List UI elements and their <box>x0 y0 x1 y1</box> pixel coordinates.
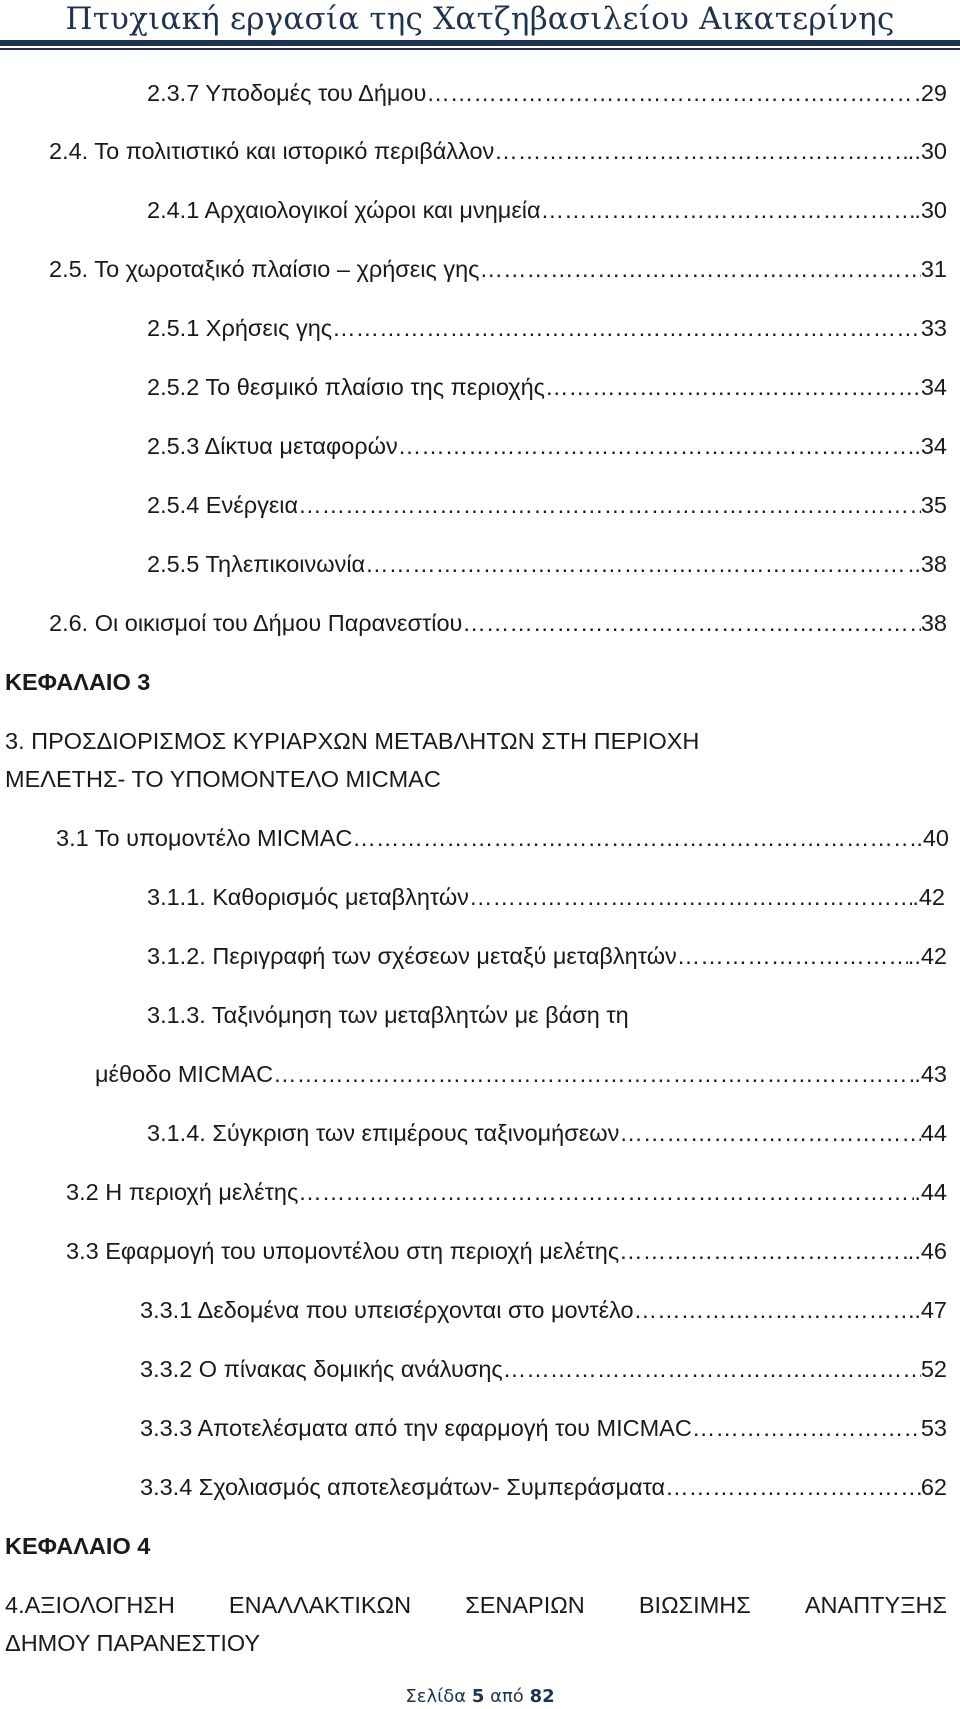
toc-entry-2-5[interactable] <box>49 252 947 286</box>
footer-total-pages: 82 <box>529 1686 555 1707</box>
toc-entry-title: 3.1 Το υπομοντέλο MICMAC <box>56 825 353 851</box>
toc-entry-3-3[interactable] <box>66 1234 947 1268</box>
chapter-4-title-line2[interactable]: ΔΗΜΟΥ ΠΑΡΑΝΕΣΤΙΟΥ <box>5 1630 261 1656</box>
toc-entry-2-5-5[interactable] <box>147 547 947 581</box>
chapter-4-title-line1[interactable] <box>5 1588 947 1622</box>
toc-entry-3-1-4[interactable] <box>147 1116 947 1150</box>
toc-entry-page: 52 <box>920 1356 947 1382</box>
toc-leader-dots <box>352 821 909 855</box>
toc-entry-title: 2.5.1 Χρήσεις γης <box>147 315 333 341</box>
toc-entry-page: 34 <box>920 374 947 400</box>
toc-entry-page: ..30 <box>907 138 947 164</box>
chapter-4-title-word: ΣΕΝΑΡΙΩΝ <box>465 1592 585 1618</box>
toc-entry-title: 2.5.2 Το θεσμικό πλαίσιο της περιοχής <box>147 374 546 400</box>
toc-entry-title: 2.5.4 Ενέργεια <box>147 492 299 518</box>
toc-entry-title: 3.3.2 Ο πίνακας δομικής ανάλυσης <box>140 1356 503 1382</box>
toc-entry-title: 2.5. Το χωροταξικό πλαίσιο – χρήσεις γης <box>49 256 480 282</box>
toc-entry-page: 53 <box>920 1415 947 1441</box>
toc-entry-title: 3.3.3 Αποτελέσματα από την εφαρμογή του MICMAC <box>140 1415 692 1441</box>
header-rule-thin <box>0 48 960 50</box>
toc-leader-dots <box>677 939 908 973</box>
toc-leader-dots <box>619 1116 921 1150</box>
toc-entry-2-5-2[interactable] <box>147 370 947 404</box>
toc-entry-3-1-3-line1[interactable]: 3.1.3. Ταξινόμηση των μεταβλητών με βάση τη <box>147 1002 629 1028</box>
chapter-3-heading: ΚΕΦΑΛΑΙΟ 3 <box>5 669 151 695</box>
toc-entry-title: μέθοδο MICMAC <box>95 1061 274 1087</box>
toc-leader-dots <box>665 1470 921 1504</box>
toc-leader-dots <box>332 311 921 345</box>
footer-of: από <box>490 1686 524 1707</box>
toc-entry-2-4-1[interactable] <box>147 193 947 227</box>
toc-leader-dots <box>545 370 921 404</box>
footer-prefix: Σελίδα <box>405 1686 467 1707</box>
toc-entry-2-3-7[interactable] <box>147 76 947 110</box>
footer-current-page: 5 <box>471 1686 485 1707</box>
chapter-3-title-line2[interactable]: ΜΕΛΕΤΗΣ- ΤΟ ΥΠΟΜΟΝΤΕΛΟ MICMAC <box>5 766 441 792</box>
toc-entry-3-1-2[interactable] <box>147 939 947 973</box>
page-footer <box>0 1686 960 1708</box>
toc-leader-dots <box>469 880 912 914</box>
toc-entry-2-5-1[interactable] <box>147 311 947 345</box>
toc-entry-3-3-1[interactable] <box>140 1293 947 1327</box>
chapter-4-title-word: 4.ΑΞΙΟΛΟΓΗΣΗ <box>5 1592 175 1618</box>
header-rule-thick <box>0 40 960 46</box>
chapter-3-title-line1[interactable]: 3. ΠΡΟΣΔΙΟΡΙΣΜΟΣ ΚΥΡΙΑΡΧΩΝ ΜΕΤΑΒΛΗΤΩΝ ΣΤΗ ΠΕΡΙΟΧΗ <box>5 728 700 754</box>
toc-leader-dots <box>273 1057 914 1091</box>
toc-entry-title: 2.3.7 Υποδομές του Δήμου <box>147 80 427 106</box>
toc-entry-title: 2.5.5 Τηλεπικοινωνία <box>147 551 366 577</box>
toc-entry-title: 2.4. Το πολιτιστικό και ιστορικό περιβάλλον <box>49 138 495 164</box>
toc-entry-title: 3.1.4. Σύγκριση των επιμέρους ταξινομήσεων <box>147 1120 620 1146</box>
toc-entry-page: .30 <box>914 197 947 223</box>
toc-entry-title: 3.3.4 Σχολιασμός αποτελεσμάτων- Συμπεράσματα <box>140 1474 666 1500</box>
toc-leader-dots <box>398 429 908 463</box>
toc-leader-dots <box>298 1175 914 1209</box>
toc-entry-page: ..38 <box>907 551 947 577</box>
toc-entry-title: 3.2 Η περιοχή μελέτης <box>66 1179 299 1205</box>
toc-entry-title: 2.4.1 Αρχαιολογικοί χώροι και μνημεία <box>147 197 541 223</box>
toc-entry-title: 3.1.1. Καθορισμός μεταβλητών <box>147 884 469 910</box>
toc-leader-dots <box>462 606 920 640</box>
toc-leader-dots <box>692 1411 921 1445</box>
toc-entry-3-3-2[interactable] <box>140 1352 947 1386</box>
toc-entry-2-5-4[interactable] <box>147 488 947 522</box>
toc-entry-page: .47 <box>914 1297 947 1323</box>
toc-entry-page: ..40 <box>909 825 949 851</box>
chapter-4-heading: ΚΕΦΑΛΑΙΟ 4 <box>5 1533 151 1559</box>
toc-entry-title: 2.5.3 Δίκτυα μεταφορών <box>147 433 398 459</box>
toc-entry-title: 3.3 Εφαρμογή του υπομοντέλου στη περιοχή μελέτης <box>66 1238 620 1264</box>
toc-entry-3-3-4[interactable] <box>140 1470 947 1504</box>
toc-entry-3-1-1[interactable] <box>147 880 945 914</box>
toc-entry-page: ..42 <box>907 943 947 969</box>
toc-leader-dots <box>503 1352 921 1386</box>
toc-leader-dots <box>298 488 921 522</box>
toc-entry-page: .29 <box>914 80 947 106</box>
toc-entry-page: 62 <box>920 1474 947 1500</box>
toc-entry-page: 31 <box>920 256 947 282</box>
toc-entry-2-4[interactable] <box>49 134 947 168</box>
toc-entry-3-1-3-line2[interactable] <box>95 1057 947 1091</box>
toc-entry-title: 3.3.1 Δεδομένα που υπεισέρχονται στο μοντέλο <box>140 1297 634 1323</box>
toc-leader-dots <box>619 1234 908 1268</box>
toc-entry-3-1[interactable] <box>56 821 949 855</box>
toc-leader-dots <box>494 134 908 168</box>
toc-entry-3-3-3[interactable] <box>140 1411 947 1445</box>
toc-entry-page: 38 <box>920 610 947 636</box>
header-title: Πτυχιακή εργασία της Χατζηβασιλείου Αικατερίνης <box>65 1 895 37</box>
toc-entry-3-2[interactable] <box>66 1175 947 1209</box>
toc-leader-dots <box>479 252 920 286</box>
toc-entry-page: 33 <box>920 315 947 341</box>
toc-entry-page: .43 <box>914 1061 947 1087</box>
chapter-4-title-word: ΕΝΑΛΛΑΚΤΙΚΩΝ <box>228 1592 412 1618</box>
toc-entry-page: .42 <box>912 884 945 910</box>
toc-entry-page: ..34 <box>907 433 947 459</box>
toc-leader-dots <box>426 76 914 110</box>
toc-leader-dots <box>541 193 915 227</box>
toc-leader-dots <box>634 1293 915 1327</box>
toc-entry-2-6[interactable] <box>49 606 947 640</box>
toc-leader-dots <box>365 547 908 581</box>
toc-entry-title: 2.6. Οι οικισμοί του Δήμου Παρανεστίου <box>49 610 463 636</box>
toc-entry-2-5-3[interactable] <box>147 429 947 463</box>
toc-entry-page: 35 <box>920 492 947 518</box>
chapter-4-title-word: ΒΙΩΣΙΜΗΣ <box>638 1592 751 1618</box>
toc-entry-page: .44 <box>914 1179 947 1205</box>
toc-entry-page: ..46 <box>907 1238 947 1264</box>
toc-entry-page: 44 <box>920 1120 947 1146</box>
chapter-4-title-word: ΑΝΑΠΤΥΞΗΣ <box>804 1592 947 1618</box>
toc-entry-title: 3.1.2. Περιγραφή των σχέσεων μεταξύ μεταβλητών <box>147 943 677 969</box>
